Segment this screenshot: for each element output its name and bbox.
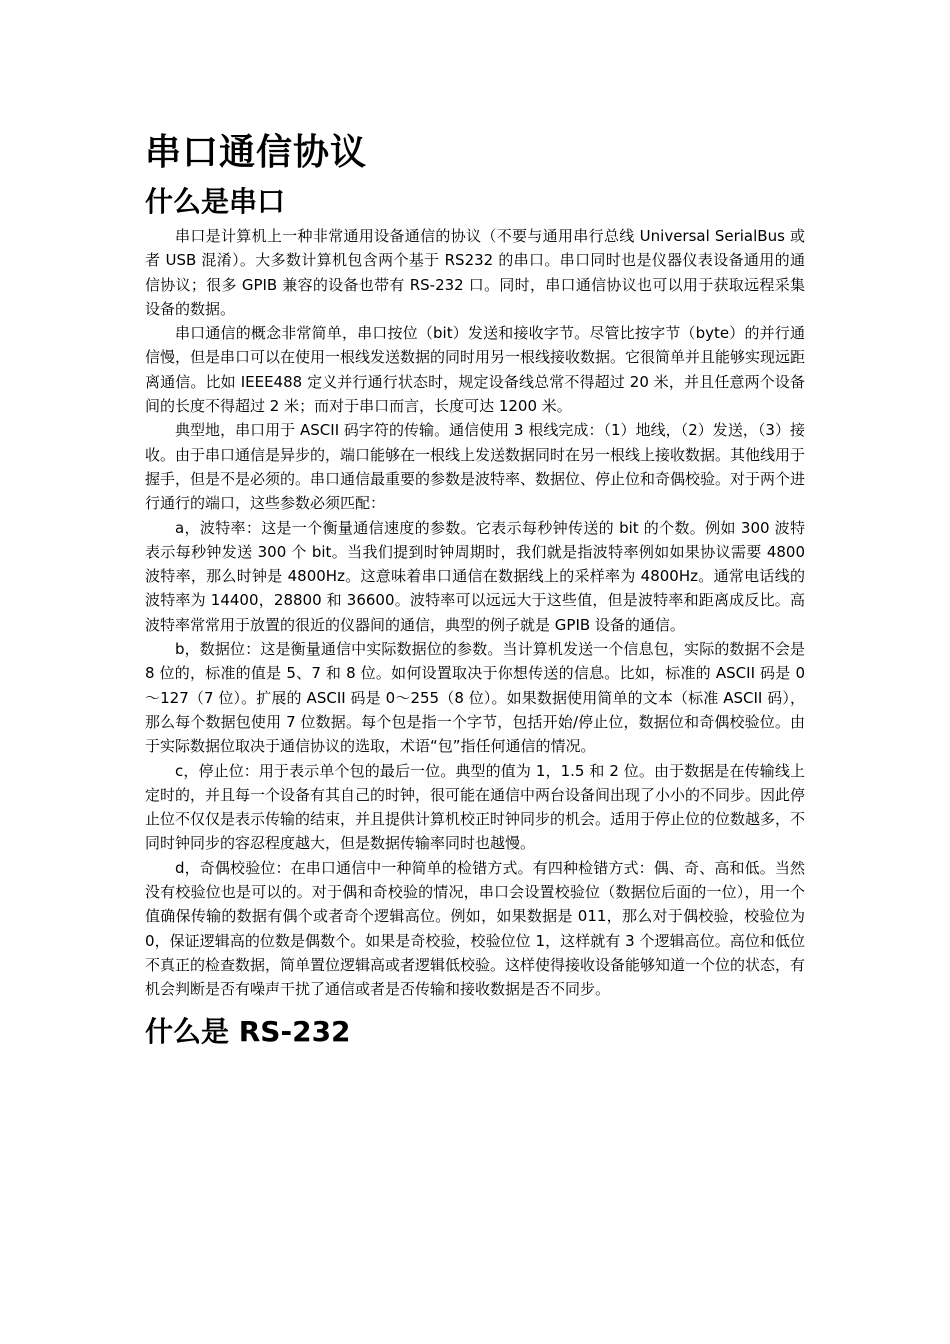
paragraph-serial-concept: 串口通信的概念非常简单，串口按位（bit）发送和接收字节。尽管比按字节（byte）的并行通信慢，但是串口可以在使用一根线发送数据的同时用另一根线接收数据。它很简单并且能够实现远距离通信。比如 IEEE488 定义并行通行状态时，规定设备线总常不得超过 20 米，并且任意两个设备间的长度不得超过 2 米；而对于串口而言，长度可达 1200 米。 xyxy=(145,324,806,416)
document-title: 串口通信协议 xyxy=(145,132,368,173)
paragraph-ascii-transfer: 典型地，串口用于 ASCII 码字符的传输。通信使用 3 根线完成：（1）地线，（2）发送，（3）接收。由于串口通信是异步的，端口能够在一根线上发送数据同时在另一根线上接收数据。其他线用于握手，但是不是必须的。串口通信最重要的参数是波特率、数据位、停止位和奇偶校验。对于两个进行通行的端口，这些参数必须匹配： xyxy=(145,421,806,513)
paragraph-serial-intro: 串口是计算机上一种非常通用设备通信的协议（不要与通用串行总线 Universal SerialBus 或者 USB 混淆）。大多数计算机包含两个基于 RS232 的串口。串口同时也是仪器仪表设备通用的通信协议；很多 GPIB 兼容的设备也带有 RS-232 口。同时，串口通信协议也可以用于获取远程采集设备的数据。 xyxy=(145,227,805,318)
document-page xyxy=(145,128,805,1054)
paragraph-baud-rate: a，波特率：这是一个衡量通信速度的参数。它表示每秒钟传送的 bit 的个数。例如 300 波特表示每秒钟发送 300 个 bit。当我们提到时钟周期时，我们就是指波特率例如如果协议需要 4800 波特率，那么时钟是 4800Hz。这意味着串口通信在数据线上的采样率为 4800Hz。通常电话线的波特率为 14400，28800 和 36600。波特率可以远远大于这些值，但是波特率和距离成反比。高波特率常常用于放置的很近的仪器间的通信，典型的例子就是 GPIB 设备的通信。 xyxy=(145,518,805,634)
section-heading-what-is-rs232: 什么是 RS-232 xyxy=(145,1014,351,1048)
section-heading-what-is-serial: 什么是串口 xyxy=(145,185,286,218)
paragraph-stop-bits: c，停止位：用于表示单个包的最后一位。典型的值为 1，1.5 和 2 位。由于数据是在传输线上定时的，并且每一个设备有其自己的时钟，很可能在通信中两台设备间出现了小小的不同步。因此停止位不仅仅是表示传输的结束，并且提供计算机校正时钟同步的机会。适用于停止位的位数越多，不同时钟同步的容忍程度越大，但是数据传输率同时也越慢。 xyxy=(145,761,806,853)
paragraph-data-bits: b，数据位：这是衡量通信中实际数据位的参数。当计算机发送一个信息包，实际的数据不会是 8 位的，标准的值是 5、7 和 8 位。如何设置取决于你想传送的信息。比如，标准的 ASCII 码是 0～127（7 位）。扩展的 ASCII 码是 0～255（8 位）。如果数据使用简单的文本（标准 ASCII 码），那么每个数据包使用 7 位数据。每个包是指一个字节，包括开始/停止位，数据位和奇偶校验位。由于实际数据位取决于通信协议的选取，术语“包”指任何通信的情况。 xyxy=(145,640,805,756)
paragraph-parity: d，奇偶校验位：在串口通信中一种简单的检错方式。有四种检错方式：偶、奇、高和低。当然没有校验位也是可以的。对于偶和奇校验的情况，串口会设置校验位（数据位后面的一位），用一个值确保传输的数据有偶个或者奇个逻辑高位。例如，如果数据是 011，那么对于偶校验，校验位为 0，保证逻辑高的位数是偶数个。如果是奇校验，校验位位 1，这样就有 3 个逻辑高位。高位和低位不真正的检查数据，简单置位逻辑高或者逻辑低校验。这样使得接收设备能够知道一个位的状态，有机会判断是否有噪声干扰了通信或者是否传输和接收数据是否不同步。 xyxy=(145,858,806,999)
